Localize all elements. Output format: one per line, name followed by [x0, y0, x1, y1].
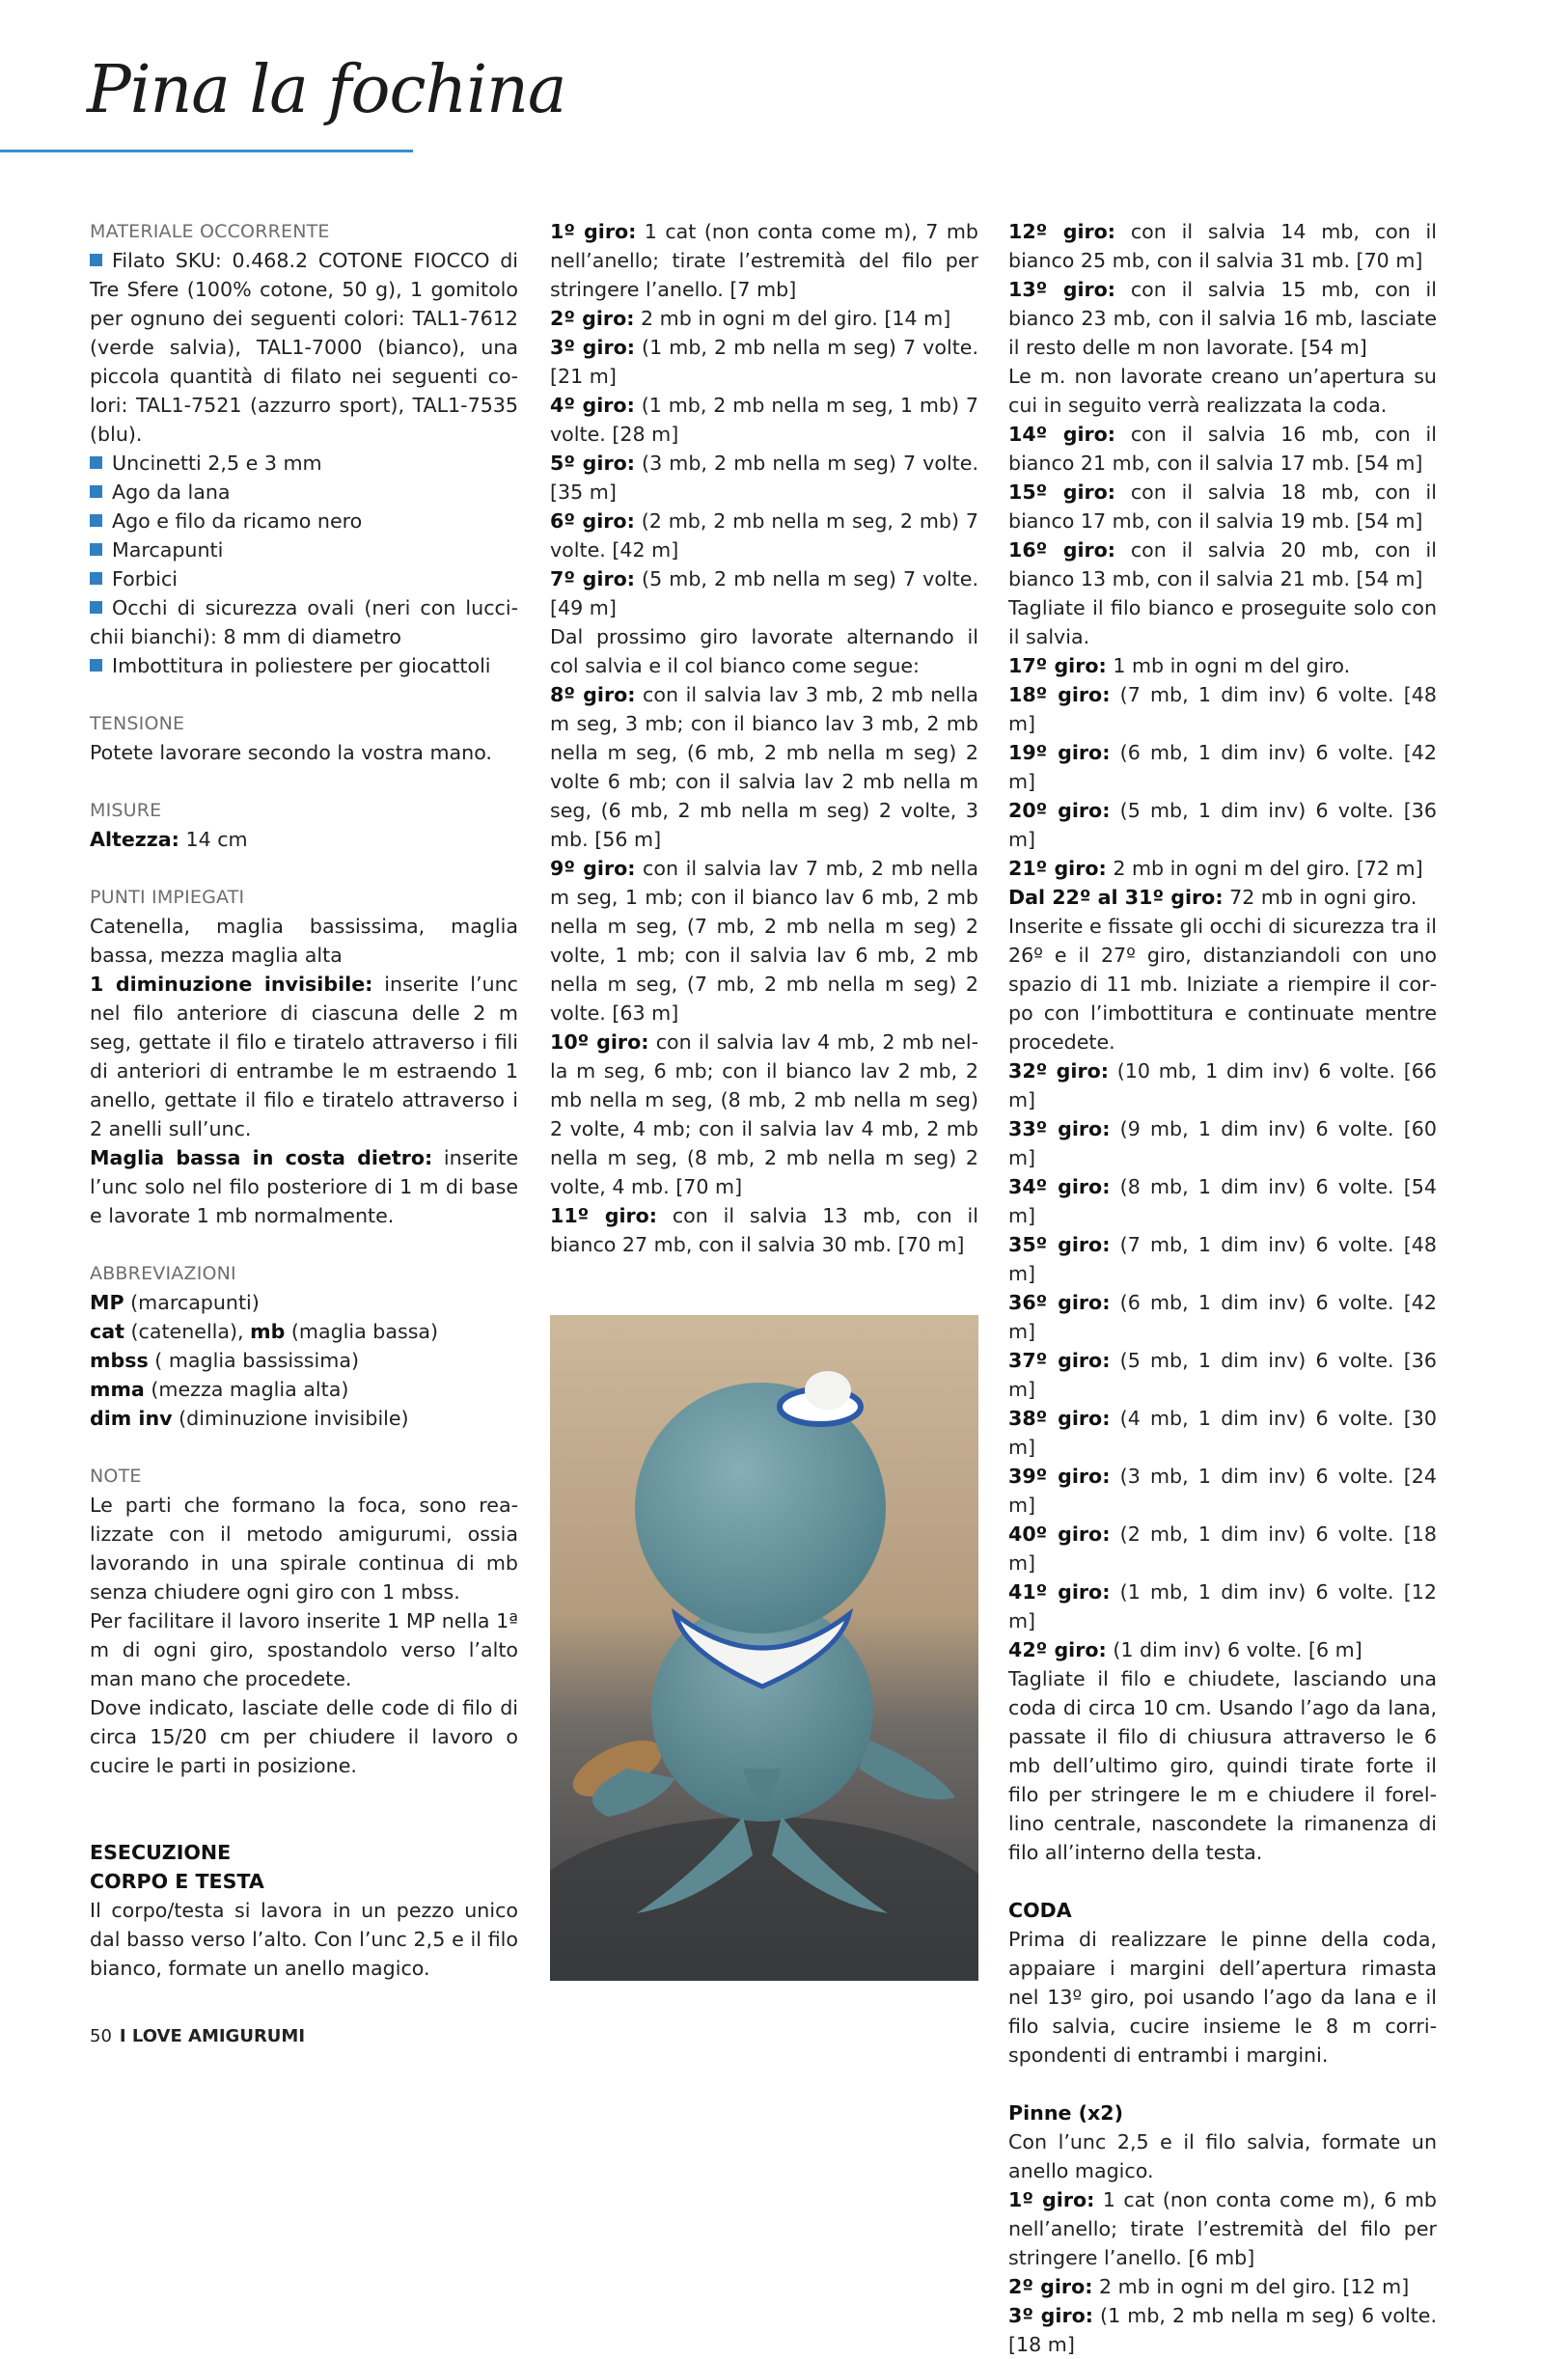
round-instruction — [1008, 1664, 1437, 1867]
round-text: (9 mb, 1 dim inv) 6 volte. [60 m] — [1008, 1117, 1437, 1169]
column-3 — [1008, 217, 1437, 2359]
round-label: 37º giro: — [1008, 1349, 1111, 1372]
round-text: (3 mb, 1 dim inv) 6 volte. [24 m] — [1008, 1465, 1437, 1517]
round-label: 17º giro: — [1008, 654, 1107, 677]
abbr-key: MP — [90, 1291, 124, 1314]
round-label: 40º giro: — [1008, 1522, 1111, 1546]
round-text: Dal prossimo giro lavorate alternando il col salvia e il col bianco come segue: — [550, 625, 978, 677]
blo-label: Maglia bassa in costa dietro: — [90, 1146, 433, 1169]
round-label: 19º giro: — [1008, 741, 1111, 764]
round-instruction — [550, 449, 978, 507]
round-text: (1 mb, 2 mb nella m seg) 6 volte. [18 m] — [1008, 2304, 1437, 2356]
note-paragraph: Dove indicato, lasciate delle code di filo di circa 15/20 cm per chiudere il lavoro o cucire le parti in posizione. — [90, 1696, 518, 1777]
round-instruction — [1008, 535, 1437, 593]
round-text: 2 mb in ogni m del giro. [12 m] — [1092, 2275, 1410, 2298]
round-text: (1 dim inv) 6 volte. [6 m] — [1106, 1638, 1362, 1661]
round-text: (3 mb, 2 mb nella m seg) 7 volte. [35 m] — [550, 452, 978, 504]
round-label: 13º giro: — [1008, 278, 1116, 301]
round-label: 14º giro: — [1008, 423, 1116, 446]
round-instruction — [1008, 883, 1437, 912]
round-text: 2 mb in ogni m del giro. [14 m] — [634, 307, 951, 330]
material-item: Ago da lana — [90, 478, 518, 507]
round-label: 42º giro: — [1008, 1638, 1107, 1661]
round-instruction — [1008, 912, 1437, 1056]
abbr-key: mb — [250, 1320, 286, 1343]
round-instruction — [1008, 478, 1437, 535]
round-label: 6º giro: — [550, 509, 635, 533]
round-text: con il salvia 14 mb, con il bianco 25 mb, con il salvia 31 mb. [70 m] — [1008, 220, 1437, 272]
round-label: 34º giro: — [1008, 1175, 1111, 1198]
round-instruction — [550, 1201, 978, 1259]
round-label: 3º giro: — [550, 336, 635, 359]
material-item: Occhi di sicurezza ovali (neri con luccichii bianchi): 8 mm di diametro — [90, 593, 518, 651]
abbr-key: dim inv — [90, 1407, 173, 1430]
round-label: 35º giro: — [1008, 1233, 1111, 1256]
height-line — [90, 825, 518, 854]
round-instruction — [1008, 680, 1437, 738]
abbr-text: (catenella), — [124, 1320, 251, 1343]
round-text: (1 mb, 2 mb nella m seg) 7 volte. [21 m] — [550, 336, 978, 388]
abbr-text: (marcapunti) — [124, 1291, 260, 1314]
round-instruction — [550, 391, 978, 449]
round-text: con il salvia lav 7 mb, 2 mb nella m seg, 1 mb; con il bianco lav 6 mb, 2 mb nella m seg, (7 mb, 2 mb nella m seg) 2 volte, 1 mb; con il salvia lav 6 mb, 2 mb nella m seg, (7 mb, 2 mb nella m seg) 2 volte. [63 m] — [550, 857, 979, 1025]
abbr-item — [90, 1404, 518, 1433]
round-text: (5 mb, 1 dim inv) 6 volte. [36 m] — [1008, 1349, 1437, 1401]
round-instruction — [1008, 1230, 1437, 1288]
round-label: 15º giro: — [1008, 480, 1116, 504]
round-instruction — [1008, 651, 1437, 680]
material-item: Marcapunti — [90, 535, 518, 564]
round-text: 72 mb in ogni giro. — [1223, 886, 1417, 909]
round-instruction — [550, 1028, 978, 1201]
tail-text: Prima di realizzare le pinne della coda, appaiare i margini dell’apertura rimasta nel 13º giro, poi usando l’ago da lana e il filo salvia, cucire insieme le 8 m corrispondenti di entrambi i margini. — [1008, 1928, 1437, 2067]
round-label: 36º giro: — [1008, 1291, 1111, 1314]
height-label: Altezza: — [90, 828, 179, 851]
round-text: Tagliate il filo e chiudete, lasciando una coda di circa 10 cm. Usando l’ago da lana, passate il filo di chiusura attraverso le 6 mb dell’ultimo giro, quindi tirate forte il filo per stringere le m e chiudere il forellino centrale, nascondete la rimanenza di filo all’interno della testa. — [1008, 1667, 1437, 1864]
round-label: 1º giro: — [1008, 2188, 1095, 2211]
round-text: (5 mb, 1 dim inv) 6 volte. [36 m] — [1008, 799, 1437, 851]
title-rule — [0, 150, 413, 152]
round-text: 1 mb in ogni m del giro. — [1106, 654, 1351, 677]
material-item: Filato SKU: 0.468.2 COTONE FIOCCO di Tre Sfere (100% cotone, 50 g), 1 gomitolo per ognuno dei seguenti colori: TAL1-7612 (verde salvia), TAL1-7000 (bianco), una piccola quantità di filato nei seguenti colori: TAL1-7521 (azzurro sport), TAL1-7535 (blu). — [90, 246, 518, 449]
rounds-list-body — [550, 217, 978, 1259]
round-text: con il salvia 16 mb, con il bianco 21 mb, con il salvia 17 mb. [54 m] — [1008, 423, 1437, 475]
round-instruction — [1008, 2301, 1437, 2359]
round-text: (8 mb, 1 dim inv) 6 volte. [54 m] — [1008, 1175, 1437, 1227]
round-text: con il salvia lav 3 mb, 2 mb nella m seg, 3 mb; con il bianco lav 3 mb, 2 mb nella m seg, (6 mb, 2 mb nella m seg) 2 volte 6 mb; con il salvia lav 2 mb nella m seg, (6 mb, 2 mb nella m seg) 2 volte, 3 mb. [56 m] — [550, 683, 979, 851]
tail-heading-text: CODA — [1008, 1899, 1072, 1922]
blo-text: inserite l’unc solo nel filo posteriore di 1 m di base e lavorate 1 mb normalmente. — [90, 1146, 518, 1227]
round-instruction — [550, 507, 978, 564]
round-instruction — [550, 217, 978, 304]
round-label: 20º giro: — [1008, 799, 1111, 822]
round-text: con il salvia 18 mb, con il bianco 17 mb, con il salvia 19 mb. [54 m] — [1008, 480, 1437, 533]
round-text: (2 mb, 1 dim inv) 6 volte. [18 m] — [1008, 1522, 1437, 1575]
body-heading — [90, 1867, 518, 1896]
fins-intro: Con l’unc 2,5 e il filo salvia, formate un anello magico. — [1008, 2130, 1437, 2182]
round-label: 5º giro: — [550, 452, 635, 475]
notes-heading: NOTE — [90, 1466, 142, 1487]
round-instruction — [550, 564, 978, 622]
round-instruction — [1008, 362, 1437, 420]
round-label: 32º giro: — [1008, 1059, 1109, 1083]
round-instruction — [1008, 1635, 1437, 1664]
round-instruction — [1008, 1577, 1437, 1635]
page-number: 50 — [90, 2026, 112, 2046]
round-text: con il salvia 13 mb, con il bianco 27 mb, con il salvia 30 mb. [70 m] — [550, 1204, 978, 1256]
execution-heading — [90, 1838, 518, 1867]
round-label: 7º giro: — [550, 567, 635, 590]
round-text: 1 cat (non conta come m), 7 mb nell’anello; tirate l’estremità del filo per stringere l’anello. [7 mb] — [550, 220, 978, 301]
abbr-item — [90, 1346, 518, 1375]
round-text: (4 mb, 1 dim inv) 6 volte. [30 m] — [1008, 1407, 1437, 1459]
round-instruction — [1008, 1056, 1437, 1114]
note-paragraph: Le parti che formano la foca, sono realizzate con il metodo amigurumi, ossia lavorando in una spirale continua di mb senza chiudere ogni giro con 1 mbss. — [90, 1494, 518, 1604]
material-item: Forbici — [90, 564, 518, 593]
round-instruction — [550, 680, 978, 854]
round-instruction — [1008, 738, 1437, 796]
seal-amigurumi-photo — [550, 1315, 978, 1981]
round-instruction — [1008, 796, 1437, 854]
abbr-text: (diminuzione invisibile) — [172, 1407, 409, 1430]
round-instruction — [550, 333, 978, 391]
round-label: 2º giro: — [1008, 2275, 1093, 2298]
execution-heading-text: ESECUZIONE — [90, 1841, 232, 1864]
note-paragraph: Per facilitare il lavoro inserite 1 MP nella 1ª m di ogni giro, spostandolo verso l’alto man mano che procedete. — [90, 1609, 518, 1690]
back-loop — [90, 1143, 518, 1230]
stitches-text: Catenella, maglia bassissima, maglia bassa, mezza maglia alta — [90, 915, 518, 967]
round-instruction — [1008, 420, 1437, 478]
abbr-item — [90, 1288, 518, 1317]
measures-heading: MISURE — [90, 800, 162, 821]
stitches-heading: PUNTI IMPIEGATI — [90, 887, 245, 908]
abbr-text: (mezza maglia alta) — [144, 1378, 349, 1401]
round-instruction — [1008, 1114, 1437, 1172]
round-instruction — [1008, 217, 1437, 275]
rounds-list-body-cont — [1008, 217, 1437, 1867]
round-text: Inserite e fissate gli occhi di sicurezza tra il 26º e il 27º giro, distanziandoli con uno spazio di 11 mb. Iniziate a riempire il corpo con l’imbottitura e continuate mentre procedete. — [1008, 915, 1437, 1054]
round-instruction — [1008, 1172, 1437, 1230]
fins-heading — [1008, 2098, 1437, 2127]
round-instruction — [1008, 2185, 1437, 2272]
round-label: 2º giro: — [550, 307, 635, 330]
round-label: 1º giro: — [550, 220, 637, 243]
body-heading-text: CORPO E TESTA — [90, 1870, 264, 1893]
round-instruction — [1008, 1346, 1437, 1404]
round-text: (10 mb, 1 dim inv) 6 volte. [66 m] — [1008, 1059, 1437, 1111]
tail-heading — [1008, 1896, 1437, 1925]
round-text: (6 mb, 1 dim inv) 6 volte. [42 m] — [1008, 741, 1437, 793]
abbr-key: mbss — [90, 1349, 149, 1372]
round-instruction — [550, 854, 978, 1028]
abbr-text: (maglia bassa) — [285, 1320, 439, 1343]
round-text: 1 cat (non conta come m), 6 mb nell’anello; tirate l’estremità del filo per stringere l’anello. [6 mb] — [1008, 2188, 1437, 2269]
material-item: Imbottitura in poliestere per giocattoli — [90, 651, 518, 680]
round-instruction — [1008, 1520, 1437, 1577]
round-text: con il salvia 20 mb, con il bianco 13 mb, con il salvia 21 mb. [54 m] — [1008, 538, 1437, 590]
round-text: Le m. non lavorate creano un’apertura su cui in seguito verrà realizzata la coda. — [1008, 365, 1437, 417]
round-label: 33º giro: — [1008, 1117, 1111, 1140]
round-instruction — [550, 304, 978, 333]
round-text: 2 mb in ogni m del giro. [72 m] — [1106, 857, 1423, 880]
round-text: (2 mb, 2 mb nella m seg, 2 mb) 7 volte. [42 m] — [550, 509, 979, 562]
round-instruction — [1008, 275, 1437, 362]
round-label: 39º giro: — [1008, 1465, 1111, 1488]
round-text: (1 mb, 2 mb nella m seg, 1 mb) 7 volte. [28 m] — [550, 394, 979, 446]
round-label: 16º giro: — [1008, 538, 1116, 562]
abbr-heading: ABBREVIAZIONI — [90, 1263, 236, 1284]
round-label: 12º giro: — [1008, 220, 1116, 243]
tension-heading: TENSIONE — [90, 713, 185, 734]
rounds-list-fins — [1008, 2185, 1437, 2359]
round-label: 11º giro: — [550, 1204, 658, 1227]
material-item: Ago e filo da ricamo nero — [90, 507, 518, 535]
abbr-key: cat — [90, 1320, 124, 1343]
invdec-label: 1 diminuzione invisibile: — [90, 973, 373, 996]
magazine-name: I LOVE AMIGURUMI — [119, 2026, 306, 2046]
round-text: con il salvia lav 4 mb, 2 mb nella m seg, 6 mb; con il bianco lav 2 mb, 2 mb nella m seg, (8 mb, 2 mb nella m seg) 2 volte, 4 mb; con il salvia lav 4 mb, 2 mb nella m seg, (8 mb, 2 mb nella m seg) 2 volte, 4 mb. [70 m] — [550, 1030, 978, 1198]
round-text: Tagliate il filo bianco e proseguite solo con il salvia. — [1008, 596, 1437, 648]
page-title: Pina la fochina — [87, 52, 566, 128]
round-text: (6 mb, 1 dim inv) 6 volte. [42 m] — [1008, 1291, 1437, 1343]
height-value: 14 cm — [179, 828, 248, 851]
material-item: Uncinetti 2,5 e 3 mm — [90, 449, 518, 478]
round-instruction — [1008, 1288, 1437, 1346]
invdec-text: inserite l’unc nel filo anteriore di ciascuna delle 2 m seg, gettate il filo e tiratelo attraverso i fili di anteriori di entrambe le m estraendo 1 anello, gettate il filo e tiratelo attraverso i 2 anelli sull’unc. — [90, 973, 518, 1140]
round-label: 21º giro: — [1008, 857, 1107, 880]
round-instruction — [1008, 1404, 1437, 1462]
column-2 — [550, 217, 978, 1259]
round-label: 41º giro: — [1008, 1580, 1111, 1604]
column-1 — [90, 217, 518, 1983]
fins-heading-text: Pinne (x2) — [1008, 2101, 1124, 2125]
round-instruction — [1008, 854, 1437, 883]
round-instruction — [1008, 2272, 1437, 2301]
round-label: 4º giro: — [550, 394, 635, 417]
round-text: (7 mb, 1 dim inv) 6 volte. [48 m] — [1008, 683, 1437, 735]
round-instruction — [1008, 593, 1437, 651]
page-footer — [90, 2026, 305, 2046]
round-label: 8º giro: — [550, 683, 636, 706]
tension-text: Potete lavorare secondo la vostra mano. — [90, 741, 492, 764]
round-label: Dal 22º al 31º giro: — [1008, 886, 1224, 909]
round-instruction — [1008, 1462, 1437, 1520]
round-label: 10º giro: — [550, 1030, 649, 1054]
body-intro: Il corpo/testa si lavora in un pezzo unico dal basso verso l’alto. Con l’unc 2,5 e il filo bianco, formate un anello magico. — [90, 1899, 518, 1980]
abbr-text: ( maglia bassissima) — [148, 1349, 359, 1372]
round-text: (7 mb, 1 dim inv) 6 volte. [48 m] — [1008, 1233, 1437, 1285]
round-text: (5 mb, 2 mb nella m seg) 7 volte. [49 m] — [550, 567, 978, 619]
abbr-key: mma — [90, 1378, 145, 1401]
abbr-item — [90, 1375, 518, 1404]
invisible-decrease — [90, 970, 518, 1143]
round-label: 3º giro: — [1008, 2304, 1093, 2327]
abbr-item — [90, 1317, 518, 1346]
round-label: 18º giro: — [1008, 683, 1111, 706]
round-instruction — [550, 622, 978, 680]
round-label: 9º giro: — [550, 857, 636, 880]
round-text: (1 mb, 1 dim inv) 6 volte. [12 m] — [1008, 1580, 1437, 1632]
round-text: con il salvia 15 mb, con il bianco 23 mb, con il salvia 16 mb, lasciate il resto delle m non lavorate. [54 m] — [1008, 278, 1437, 359]
materials-heading: MATERIALE OCCORRENTE — [90, 221, 330, 242]
round-label: 38º giro: — [1008, 1407, 1111, 1430]
